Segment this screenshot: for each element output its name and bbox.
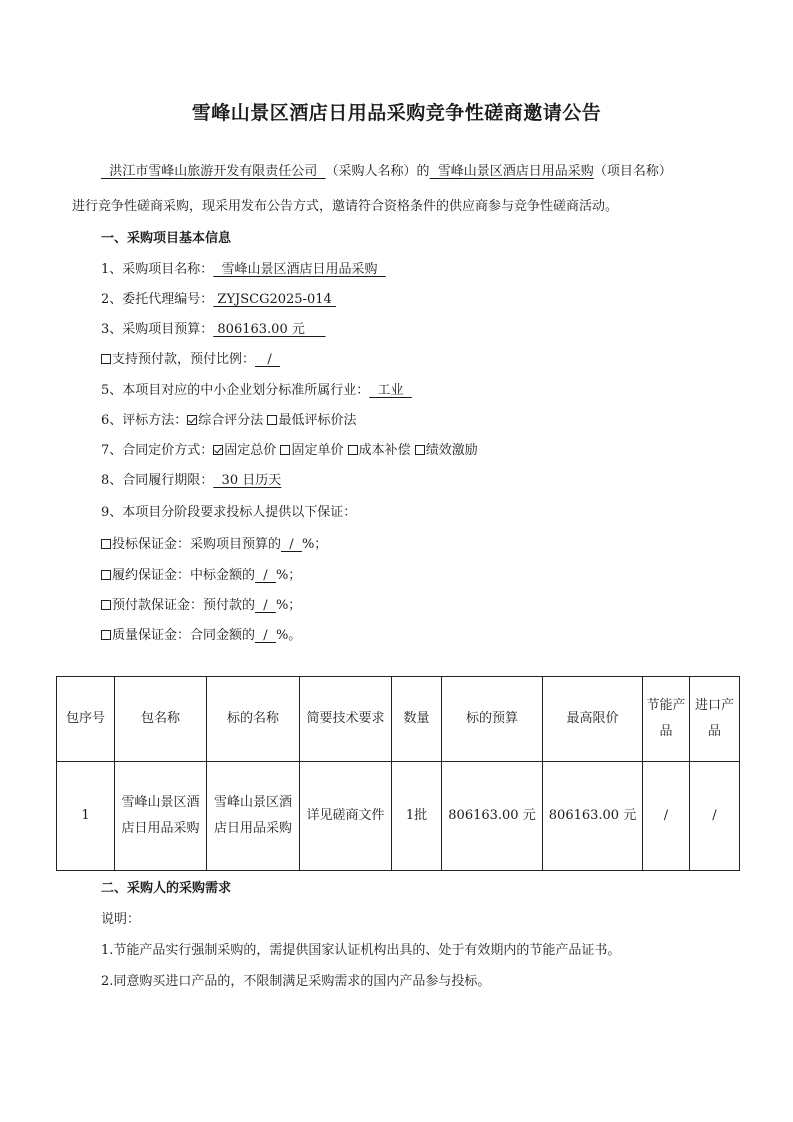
project-suffix: （项目名称） — [593, 164, 672, 179]
note-label: 说明： — [101, 912, 141, 927]
prepayment-guarantee-suffix: %； — [275, 598, 302, 613]
note-2: 2.同意购买进口产品的，不限制满足采购需求的国内产品参与投标。 — [101, 974, 491, 989]
bid-guarantee-suffix: %； — [301, 537, 328, 552]
prepay-label: 支持预付款，预付比例： — [112, 352, 256, 367]
item-budget — [101, 321, 326, 339]
bid-guarantee-value: / — [281, 537, 302, 552]
performance-guarantee-value: / — [255, 568, 276, 583]
item7-opt3: 成本补偿 — [358, 443, 411, 458]
quality-guarantee-suffix: %。 — [275, 628, 302, 643]
intro-line-2: 进行竞争性磋商采购，现采用发布公告方式，邀请符合资格条件的供应商参与竞争性磋商活动。 — [72, 199, 619, 214]
package-table — [56, 676, 740, 871]
header-cell: 包序号 — [57, 677, 115, 762]
item8-value: 30 日历天 — [213, 473, 282, 488]
cost-compensation-checkbox[interactable] — [348, 445, 358, 455]
guarantee-prepayment — [101, 597, 301, 615]
header-cell: 包名称 — [115, 677, 207, 762]
item-guarantees: 9、本项目分阶段要求投标人提供以下保证： — [101, 505, 357, 520]
guarantee-performance — [101, 567, 301, 585]
table-cell: / — [690, 762, 740, 871]
table-row — [57, 762, 740, 871]
section1-heading: 一、采购项目基本信息 — [101, 231, 232, 246]
item-prepayment — [101, 351, 280, 369]
item-industry — [101, 382, 412, 400]
item-agency-code — [101, 291, 336, 309]
prepayment-guarantee-label: 预付款保证金：预付款的 — [112, 598, 256, 613]
bid-guarantee-checkbox[interactable] — [101, 539, 111, 549]
item-evaluation-method — [101, 412, 356, 430]
item-project-name — [101, 261, 386, 279]
prepay-checkbox[interactable] — [101, 354, 111, 364]
fixed-unit-checkbox[interactable] — [280, 445, 290, 455]
quality-guarantee-value: / — [255, 628, 276, 643]
item5-value: 工业 — [369, 383, 412, 398]
table-header-row — [57, 677, 740, 762]
quality-guarantee-label: 质量保证金：合同金额的 — [112, 628, 256, 643]
guarantee-quality — [101, 627, 301, 645]
lowest-price-checkbox[interactable] — [267, 415, 277, 425]
table-cell: 雪峰山景区酒店日用品采购 — [207, 762, 300, 871]
note-1: 1.节能产品实行强制采购的，需提供国家认证机构出具的、处于有效期内的节能产品证书。 — [101, 943, 621, 958]
table-cell: 806163.00 元 — [543, 762, 643, 871]
table-cell: 1 — [57, 762, 115, 871]
performance-guarantee-label: 履约保证金：中标金额的 — [112, 568, 256, 583]
page-title: 雪峰山景区酒店日用品采购竞争性磋商邀请公告 — [191, 102, 602, 124]
item6-label: 6、评标方法： — [101, 413, 188, 428]
table-cell: 雪峰山景区酒店日用品采购 — [115, 762, 207, 871]
prepayment-guarantee-value: / — [255, 598, 276, 613]
item2-label: 2、委托代理编号： — [101, 292, 214, 307]
item5-label: 5、本项目对应的中小企业划分标准所属行业： — [101, 383, 370, 398]
performance-incentive-checkbox[interactable] — [415, 445, 425, 455]
item8-label: 8、合同履行期限： — [101, 473, 214, 488]
header-cell: 最高限价 — [543, 677, 643, 762]
header-cell: 节能产品 — [643, 677, 690, 762]
purchaser-suffix: （采购人名称）的 — [325, 164, 430, 179]
project-name: 雪峰山景区酒店日用品采购 — [429, 164, 594, 179]
table-cell: 806163.00 元 — [442, 762, 543, 871]
item7-opt4: 绩效激励 — [425, 443, 478, 458]
header-cell: 进口产品 — [690, 677, 740, 762]
item1-label: 1、采购项目名称： — [101, 262, 214, 277]
quality-guarantee-checkbox[interactable] — [101, 630, 111, 640]
item-pricing-method — [101, 442, 478, 460]
prepayment-guarantee-checkbox[interactable] — [101, 600, 111, 610]
item1-value: 雪峰山景区酒店日用品采购 — [213, 262, 386, 277]
item6-opt1: 综合评分法 — [198, 413, 264, 428]
intro-line-1 — [101, 163, 672, 181]
prepay-value: / — [255, 352, 281, 367]
fixed-total-checkbox[interactable] — [213, 445, 223, 455]
table-cell: 详见磋商文件 — [300, 762, 392, 871]
section2-heading: 二、采购人的采购需求 — [101, 881, 232, 896]
purchaser-name: 洪江市雪峰山旅游开发有限责任公司 — [101, 164, 326, 179]
item7-label: 7、合同定价方式： — [101, 443, 214, 458]
item-contract-period — [101, 472, 281, 490]
guarantee-bid — [101, 536, 327, 554]
performance-guarantee-checkbox[interactable] — [101, 570, 111, 580]
comprehensive-score-checkbox[interactable] — [187, 415, 197, 425]
item7-opt2: 固定单价 — [291, 443, 344, 458]
table-cell: 1批 — [392, 762, 442, 871]
item2-value: ZYJSCG2025-014 — [213, 292, 336, 307]
item3-label: 3、采购项目预算： — [101, 322, 214, 337]
item7-opt1: 固定总价 — [224, 443, 277, 458]
bid-guarantee-label: 投标保证金：采购项目预算的 — [112, 537, 282, 552]
table-cell: / — [643, 762, 690, 871]
performance-guarantee-suffix: %； — [275, 568, 302, 583]
item6-opt2: 最低评标价法 — [278, 413, 357, 428]
header-cell: 标的预算 — [442, 677, 543, 762]
header-cell: 简要技术要求 — [300, 677, 392, 762]
item3-value: 806163.00 元 — [213, 322, 326, 337]
header-cell: 标的名称 — [207, 677, 300, 762]
header-cell: 数量 — [392, 677, 442, 762]
